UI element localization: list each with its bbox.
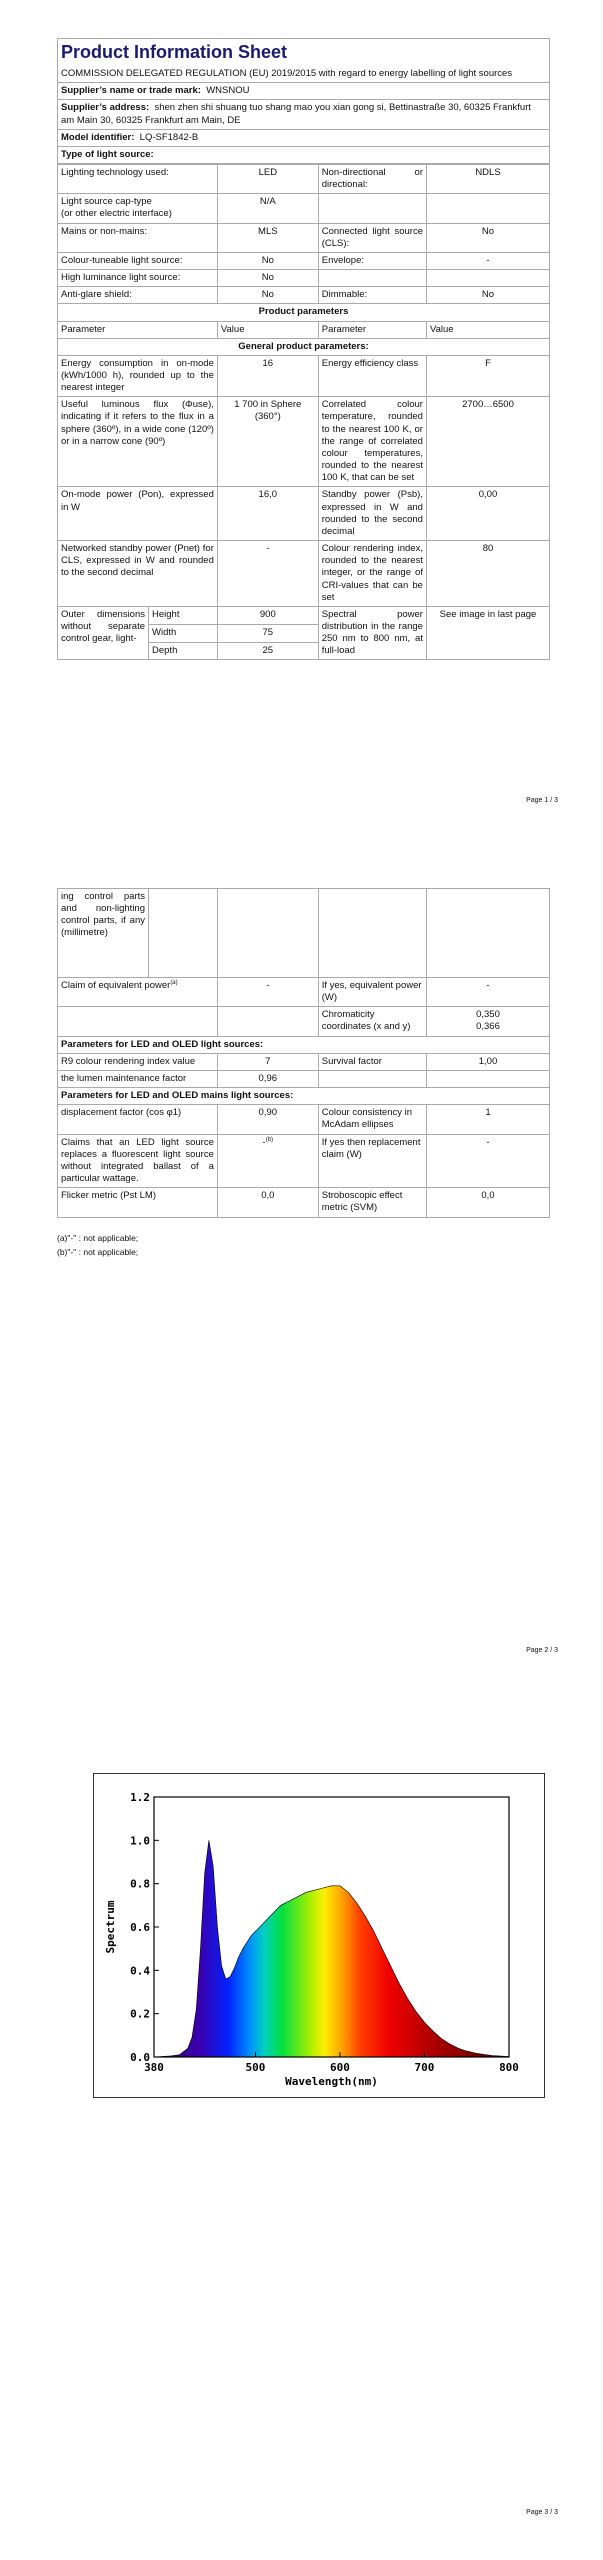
type-label (318, 270, 426, 287)
address-value: shen zhen shi shuang tuo shang mao you xian gong si, Bettinastraße 30, 60325 Frankfurt am Main 30, 60325 Frankfurt am Main, DE (61, 102, 531, 126)
type-value: MLS (217, 223, 318, 252)
param-value: 2700…6500 (426, 397, 549, 487)
param-value: 0,90 (217, 1105, 318, 1134)
type-value (426, 270, 549, 287)
type-value: No (217, 287, 318, 304)
param-label: Correlated colour temperature, rounded to the nearest 100 K, or the range of correlated colour temperatures, rounded to the nearest 100 K, that can be set (318, 397, 426, 487)
column-header: Value (217, 321, 318, 338)
empty-cell (426, 889, 549, 978)
model-row (57, 130, 550, 147)
chroma-y: 0,366 (476, 1021, 500, 1033)
footnote-ref: (b) (265, 1136, 274, 1143)
type-value: No (426, 223, 549, 252)
empty-cell (318, 1070, 426, 1087)
y-tick-label: 0.0 (130, 2051, 150, 2064)
type-label: Connected light source (CLS): (318, 223, 426, 252)
param-value: 0,00 (426, 487, 549, 541)
y-axis-label: Spectrum (104, 1900, 117, 1954)
param-label: R9 colour rendering index value (58, 1053, 218, 1070)
param-label: Claims that an LED light source replaces a fluorescent light source without integrated ballast of a particular wattage. (58, 1134, 218, 1188)
table-row (58, 1188, 550, 1217)
y-tick-label: 1.2 (130, 1791, 150, 1804)
dimension-name: Width (149, 624, 218, 642)
model-label: Model identifier: (61, 131, 135, 143)
table-row (58, 355, 550, 396)
table-row (58, 487, 550, 541)
param-value: - (217, 541, 318, 607)
y-tick-label: 0.2 (130, 2007, 150, 2021)
empty-cell (318, 889, 426, 978)
table-row (58, 270, 550, 287)
outer-dimensions-label: Outer dimensions without separate control gear, light- (58, 606, 149, 660)
footnote-ref: (a) (170, 980, 178, 986)
spectrum-chart-svg (94, 1774, 544, 2097)
param-value: 7 (217, 1053, 318, 1070)
param-value: - (426, 978, 549, 1007)
param-value: 16 (217, 355, 318, 396)
empty-cell (217, 889, 318, 978)
supplier-row (57, 83, 550, 100)
section-row (58, 338, 550, 355)
param-value: 0,96 (217, 1070, 318, 1087)
address-row (57, 100, 550, 129)
param-value: 0,0 (217, 1188, 318, 1217)
spectral-value: See image in last page (426, 606, 549, 660)
x-tick-label: 700 (414, 2061, 435, 2074)
continued-table (57, 888, 550, 1218)
param-label: Networked standby power (Pnet) for CLS, expressed in W and rounded to the second decimal (58, 541, 218, 607)
param-value: 80 (426, 541, 549, 607)
empty-cell (217, 1007, 318, 1036)
param-label: the lumen maintenance factor (58, 1070, 218, 1087)
general-params-heading: General product parameters: (58, 338, 550, 355)
footnotes (57, 1232, 138, 1259)
supplier-value: WNSNOU (206, 85, 250, 97)
spectrum-chart (93, 1773, 545, 2098)
param-value (426, 1007, 549, 1036)
empty-cell (149, 889, 218, 978)
type-value: No (426, 287, 549, 304)
param-value: F (426, 355, 549, 396)
page-number: Page 1 / 3 (526, 797, 558, 804)
dimension-value: 900 (217, 606, 318, 624)
type-label: Mains or non-mains: (58, 223, 218, 252)
outer-dimensions-label-cont: ing control parts and non-lighting control parts, if any (millimetre) (58, 889, 149, 978)
type-label: Lighting technology used: (58, 164, 218, 193)
table-row (58, 252, 550, 269)
table-row (58, 541, 550, 607)
type-value: No (217, 270, 318, 287)
page-number: Page 3 / 3 (526, 2509, 558, 2516)
x-tick-label: 500 (245, 2061, 266, 2074)
supplier-label: Supplier’s name or trade mark: (61, 85, 201, 97)
param-value: 1,00 (426, 1053, 549, 1070)
regulation-text: COMMISSION DELEGATED REGULATION (EU) 2019/2015 with regard to energy labelling of light sources (57, 66, 550, 83)
column-header-row (58, 321, 550, 338)
mains-params-heading: Parameters for LED and OLED mains light sources: (58, 1088, 550, 1105)
param-label: If yes then replacement claim (W) (318, 1134, 426, 1188)
table-row (58, 223, 550, 252)
type-label: Envelope: (318, 252, 426, 269)
param-value: - (217, 978, 318, 1007)
type-label: Colour-tuneable light source: (58, 252, 218, 269)
type-value: LED (217, 164, 318, 193)
type-value: - (426, 252, 549, 269)
y-tick-label: 0.6 (130, 1921, 150, 1934)
type-label (318, 194, 426, 223)
type-label: Anti-glare shield: (58, 287, 218, 304)
type-value: No (217, 252, 318, 269)
y-tick-label: 0.4 (130, 1964, 150, 1978)
type-table (57, 164, 550, 356)
type-label: Dimmable: (318, 287, 426, 304)
spectral-label: Spectral power distribution in the range 250 nm to 800 nm, at full-load (318, 606, 426, 660)
empty-cell (58, 1007, 218, 1036)
param-label: Flicker metric (Pst LM) (58, 1188, 218, 1217)
plot-area (130, 1791, 519, 2074)
table-row (58, 397, 550, 487)
section-row (58, 1036, 550, 1053)
footnote-b: (b)"-" : not applicable; (57, 1246, 139, 1257)
param-value: 1 (426, 1105, 549, 1134)
type-value: NDLS (426, 164, 549, 193)
page-1-sheet (57, 38, 550, 660)
param-value: 16,0 (217, 487, 318, 541)
product-params-heading: Product parameters (58, 304, 550, 321)
chroma-x: 0,350 (476, 1009, 500, 1021)
param-label: displacement factor (cos φ1) (58, 1105, 218, 1134)
table-row (58, 164, 550, 193)
model-value: LQ-SF1842-B (139, 131, 199, 143)
param-label: Colour consistency in McAdam ellipses (318, 1105, 426, 1134)
cap-type-label: Light source cap-type (61, 196, 152, 208)
table-row (58, 1007, 550, 1036)
led-params-heading: Parameters for LED and OLED light sources: (58, 1036, 550, 1053)
footnote-a: (a)"-" : not applicable; (57, 1233, 139, 1243)
table-row (58, 194, 550, 223)
type-label: High luminance light source: (58, 270, 218, 287)
param-value (217, 1134, 318, 1188)
column-header: Value (426, 321, 549, 338)
dimension-value: 25 (217, 642, 318, 660)
x-axis-label: Wavelength(nm) (285, 2075, 378, 2088)
table-row (58, 287, 550, 304)
param-label: Energy efficiency class (318, 355, 426, 396)
param-label: Energy consumption in on-mode (kWh/1000 h), rounded up to the nearest integer (58, 355, 218, 396)
column-header: Parameter (58, 321, 218, 338)
table-row (58, 1134, 550, 1188)
param-label: Chromaticity coordinates (x and y) (318, 1007, 426, 1036)
x-tick-label: 380 (144, 2061, 164, 2074)
address-label: Supplier’s address: (61, 102, 150, 114)
x-tick-label: 600 (330, 2061, 350, 2074)
sheet-title: Product Information Sheet (57, 38, 550, 66)
page-number: Page 2 / 3 (526, 1647, 558, 1654)
type-value (426, 194, 549, 223)
table-row (58, 1070, 550, 1087)
equivalent-claim-label (58, 978, 218, 1007)
dimension-name: Depth (149, 642, 218, 660)
type-heading: Type of light source: (57, 147, 550, 164)
param-value: - (426, 1134, 549, 1188)
table-row (58, 1053, 550, 1070)
claims-value: - (262, 1136, 266, 1148)
dimension-name: Height (149, 606, 218, 624)
param-label: Stroboscopic effect metric (SVM) (318, 1188, 426, 1217)
param-label: Standby power (Psb), expressed in W and rounded to the second decimal (318, 487, 426, 541)
spectrum-area (154, 1840, 509, 2057)
param-value: 0,0 (426, 1188, 549, 1217)
type-label (58, 194, 218, 223)
table-row (58, 606, 550, 624)
param-label: Survival factor (318, 1053, 426, 1070)
table-row (58, 889, 550, 978)
param-label: Useful luminous flux (Φuse), indicating if it refers to the flux in a sphere (360º), in a wide cone (120º) or in a narrow cone (90º) (58, 397, 218, 487)
param-label: Colour rendering index, rounded to the nearest integer, or the range of CRI-values that can be set (318, 541, 426, 607)
table-row (58, 1105, 550, 1134)
dimension-value: 75 (217, 624, 318, 642)
column-header: Parameter (318, 321, 426, 338)
section-row (58, 304, 550, 321)
type-label: Non-directional or directional: (318, 164, 426, 193)
general-params-table (57, 355, 550, 661)
cap-type-sublabel: (or other electric interface) (61, 208, 172, 220)
type-value: N/A (217, 194, 318, 223)
page-2-sheet (57, 888, 550, 1218)
y-tick-label: 0.8 (130, 1877, 150, 1891)
x-tick-label: 800 (499, 2061, 519, 2074)
section-row (58, 1088, 550, 1105)
y-tick-label: 1.0 (130, 1834, 150, 1848)
equivalent-claim-text: Claim of equivalent power (61, 980, 171, 992)
param-label: On-mode power (Pon), expressed in W (58, 487, 218, 541)
param-value: 1 700 in Sphere (360°) (217, 397, 318, 487)
empty-cell (426, 1070, 549, 1087)
table-row (58, 978, 550, 1007)
param-label: If yes, equivalent power (W) (318, 978, 426, 1007)
